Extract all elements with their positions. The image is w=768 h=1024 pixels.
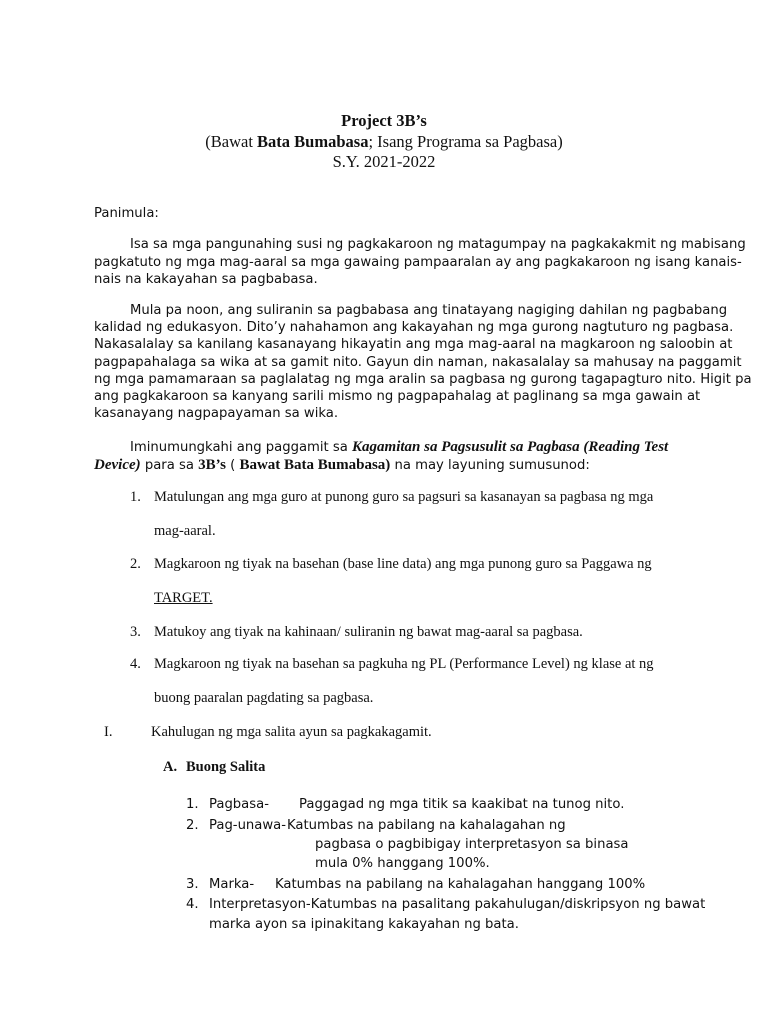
definition-text: pagbasa o pagbibigay interpretasyon sa binasa	[315, 837, 629, 852]
school-year: S.Y. 2021-2022	[332, 152, 436, 171]
definition-term: Pag-unawa-	[209, 818, 286, 833]
list-item: Matukoy ang tiyak na kahinaan/ suliranin ng bawat mag-aaral sa pagbasa.	[154, 624, 583, 640]
definition-number: 3.	[186, 877, 199, 892]
paragraph-line: kasanayang nagpapayaman sa wika.	[94, 406, 339, 421]
definition-number: 4.	[186, 897, 199, 912]
subsection-heading: Buong Salita	[186, 759, 266, 775]
definition-number: 1.	[186, 797, 199, 812]
definition-term-and-text: Interpretasyon-Katumbas na pasalitang pakahulugan/diskripsyon ng bawat	[209, 897, 706, 912]
paragraph-line: kalidad ng edukasyon. Dito’y nahahamon ang kakayahan ng mga gurong nagtuturo ng pagbasa.	[94, 320, 734, 335]
page-title: Project 3B’s	[341, 111, 427, 130]
paragraph-line: Isa sa mga pangunahing susi ng pagkakaroon ng matagumpay na pagkakakmit ng mabisang	[130, 237, 746, 252]
list-item-continued: TARGET.	[154, 590, 213, 606]
paragraph-line: Device) para sa 3B’s ( Bawat Bata Bumabasa) na may layuning sumusunod:	[94, 457, 590, 473]
section-heading: Kahulugan ng mga salita ayun sa pagkakagamit.	[151, 724, 432, 740]
list-item: Matulungan ang mga guro at punong guro sa pagsuri sa kasanayan sa pagbasa ng mga	[154, 489, 654, 505]
list-item-continued: mag-aaral.	[154, 523, 216, 539]
paragraph-line: ng mga pamamaraan sa paglalatag ng mga aralin sa pagbasa ng gurong tagapagturo nito. Higit pa	[94, 372, 752, 387]
list-item-continued: buong paaralan pagdating sa pagbasa.	[154, 690, 374, 706]
list-item: Magkaroon ng tiyak na basehan sa pagkuha ng PL (Performance Level) ng klase at ng	[154, 656, 654, 672]
definition-number: 2.	[186, 818, 199, 833]
subsection-letter: A.	[163, 759, 178, 775]
list-item: Magkaroon ng tiyak na basehan (base line data) ang mga punong guro sa Paggawa ng	[154, 556, 652, 572]
paragraph-line: pagkatuto ng mga mag-aaral sa mga gawaing pampaaralan ay ang pagkakaroon ng isang kanais-	[94, 255, 742, 270]
list-item-number: 3.	[130, 624, 141, 640]
paragraph-line: pagpapahalaga sa wika at sa gamit nito. Gayun din naman, nakasalalay sa mahusay na paggamit	[94, 355, 742, 370]
section-heading-panimula: Panimula:	[94, 206, 159, 221]
paragraph-line: Iminumungkahi ang paggamit sa Kagamitan sa Pagsusulit sa Pagbasa (Reading Test	[130, 439, 669, 455]
paragraph-line: ang pagkakaroon sa kanyang sarili mismo ng pagpapahalag at paglinang sa mga gawain at	[94, 389, 701, 404]
definition-text: Katumbas na pabilang na kahalagahan hanggang 100%	[275, 877, 646, 892]
definition-text: mula 0% hanggang 100%.	[315, 856, 490, 871]
section-numeral: I.	[104, 724, 113, 740]
paragraph-line: nais na kakayahan sa pagbabasa.	[94, 272, 318, 287]
definition-text: marka ayon sa ipinakitang kakayahan ng bata.	[209, 917, 519, 932]
definition-term: Pagbasa-	[209, 797, 269, 812]
definition-term: Marka-	[209, 877, 255, 892]
list-item-number: 1.	[130, 489, 141, 505]
paragraph-line: Nakasalalay sa kanilang kasanayang hikayatin ang mga mag-aaral na magkaroon ng saloobin at	[94, 337, 733, 352]
definition-text: Paggagad ng mga titik sa kaakibat na tunog nito.	[299, 797, 625, 812]
paragraph-line: Mula pa noon, ang suliranin sa pagbabasa ang tinatayang nagiging dahilan ng pagbabang	[130, 303, 728, 318]
definition-text: Katumbas na pabilang na kahalagahan ng	[287, 818, 566, 833]
list-item-number: 4.	[130, 656, 141, 672]
list-item-number: 2.	[130, 556, 141, 572]
page-subtitle: (Bawat Bata Bumabasa; Isang Programa sa Pagbasa)	[205, 132, 563, 151]
